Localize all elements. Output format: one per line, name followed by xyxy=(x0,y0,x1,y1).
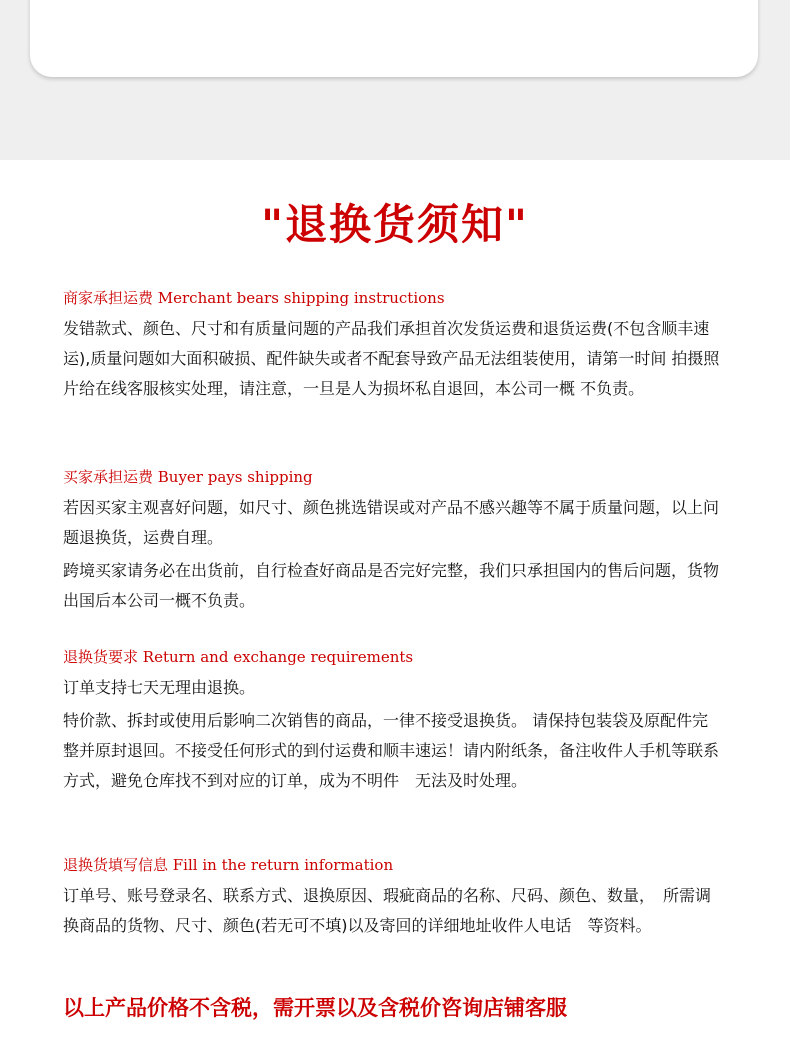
section-heading: 买家承担运费 Buyer pays shipping xyxy=(63,468,313,486)
section-paragraph: 跨境买家请务必在出货前，自行检查好商品是否完好完整，我们只承担国内的售后问题，货物出国后本公司一概不负责。 xyxy=(63,561,720,610)
section-heading: 退换货要求 Return and exchange requirements xyxy=(63,648,414,666)
tax-invoice-note: 以上产品价格不含税，需开票以及含税价咨询店铺客服 xyxy=(63,996,567,1020)
section-heading: 退换货填写信息 Fill in the return information xyxy=(63,856,394,874)
section-paragraph: 若因买家主观喜好问题，如尺寸、颜色挑选错误或对产品不感兴趣等不属于质量问题，以上问题退换货，运费自理。 xyxy=(63,498,720,547)
section-merchant-pays xyxy=(63,288,723,404)
section-paragraph: 订单支持七天无理由退换。 xyxy=(63,678,256,697)
section-buyer-pays xyxy=(63,467,723,616)
section-paragraph: 订单号、账号登录名、联系方式、退换原因、瑕疵商品的名称、尺码、颜色、数量， 所需调换商品的货物、尺寸、颜色(若无可不填)以及寄回的详细地址收件人电话 等资料。 xyxy=(63,886,712,935)
section-paragraph: 发错款式、颜色、尺寸和有质量问题的产品我们承担首次发货运费和退货运费(不包含顺丰速运),质量问题如大面积破损、配件缺失或者不配套导致产品无法组装使用，请第一时间 拍摄照片给在线客服核实处理，请注意，一旦是人为损坏私自退回，本公司一概 不负责。 xyxy=(63,319,720,398)
top-gray-band xyxy=(0,0,790,160)
section-paragraph: 特价款、拆封或使用后影响二次销售的商品，一律不接受退换货。 请保持包装袋及原配件完整并原封退回。不接受任何形式的到付运费和顺丰速运！请内附纸条，备注收件人手机等联系方式，避免仓库找不到对应的订单，成为不明件 无法及时处理。 xyxy=(63,711,720,790)
section-return-requirements xyxy=(63,647,723,796)
return-policy-content xyxy=(0,160,790,1059)
top-rounded-card xyxy=(30,0,758,77)
page-title: "退换货须知" xyxy=(261,200,529,249)
section-return-info xyxy=(63,855,723,941)
section-heading: 商家承担运费 Merchant bears shipping instructions xyxy=(63,289,445,307)
